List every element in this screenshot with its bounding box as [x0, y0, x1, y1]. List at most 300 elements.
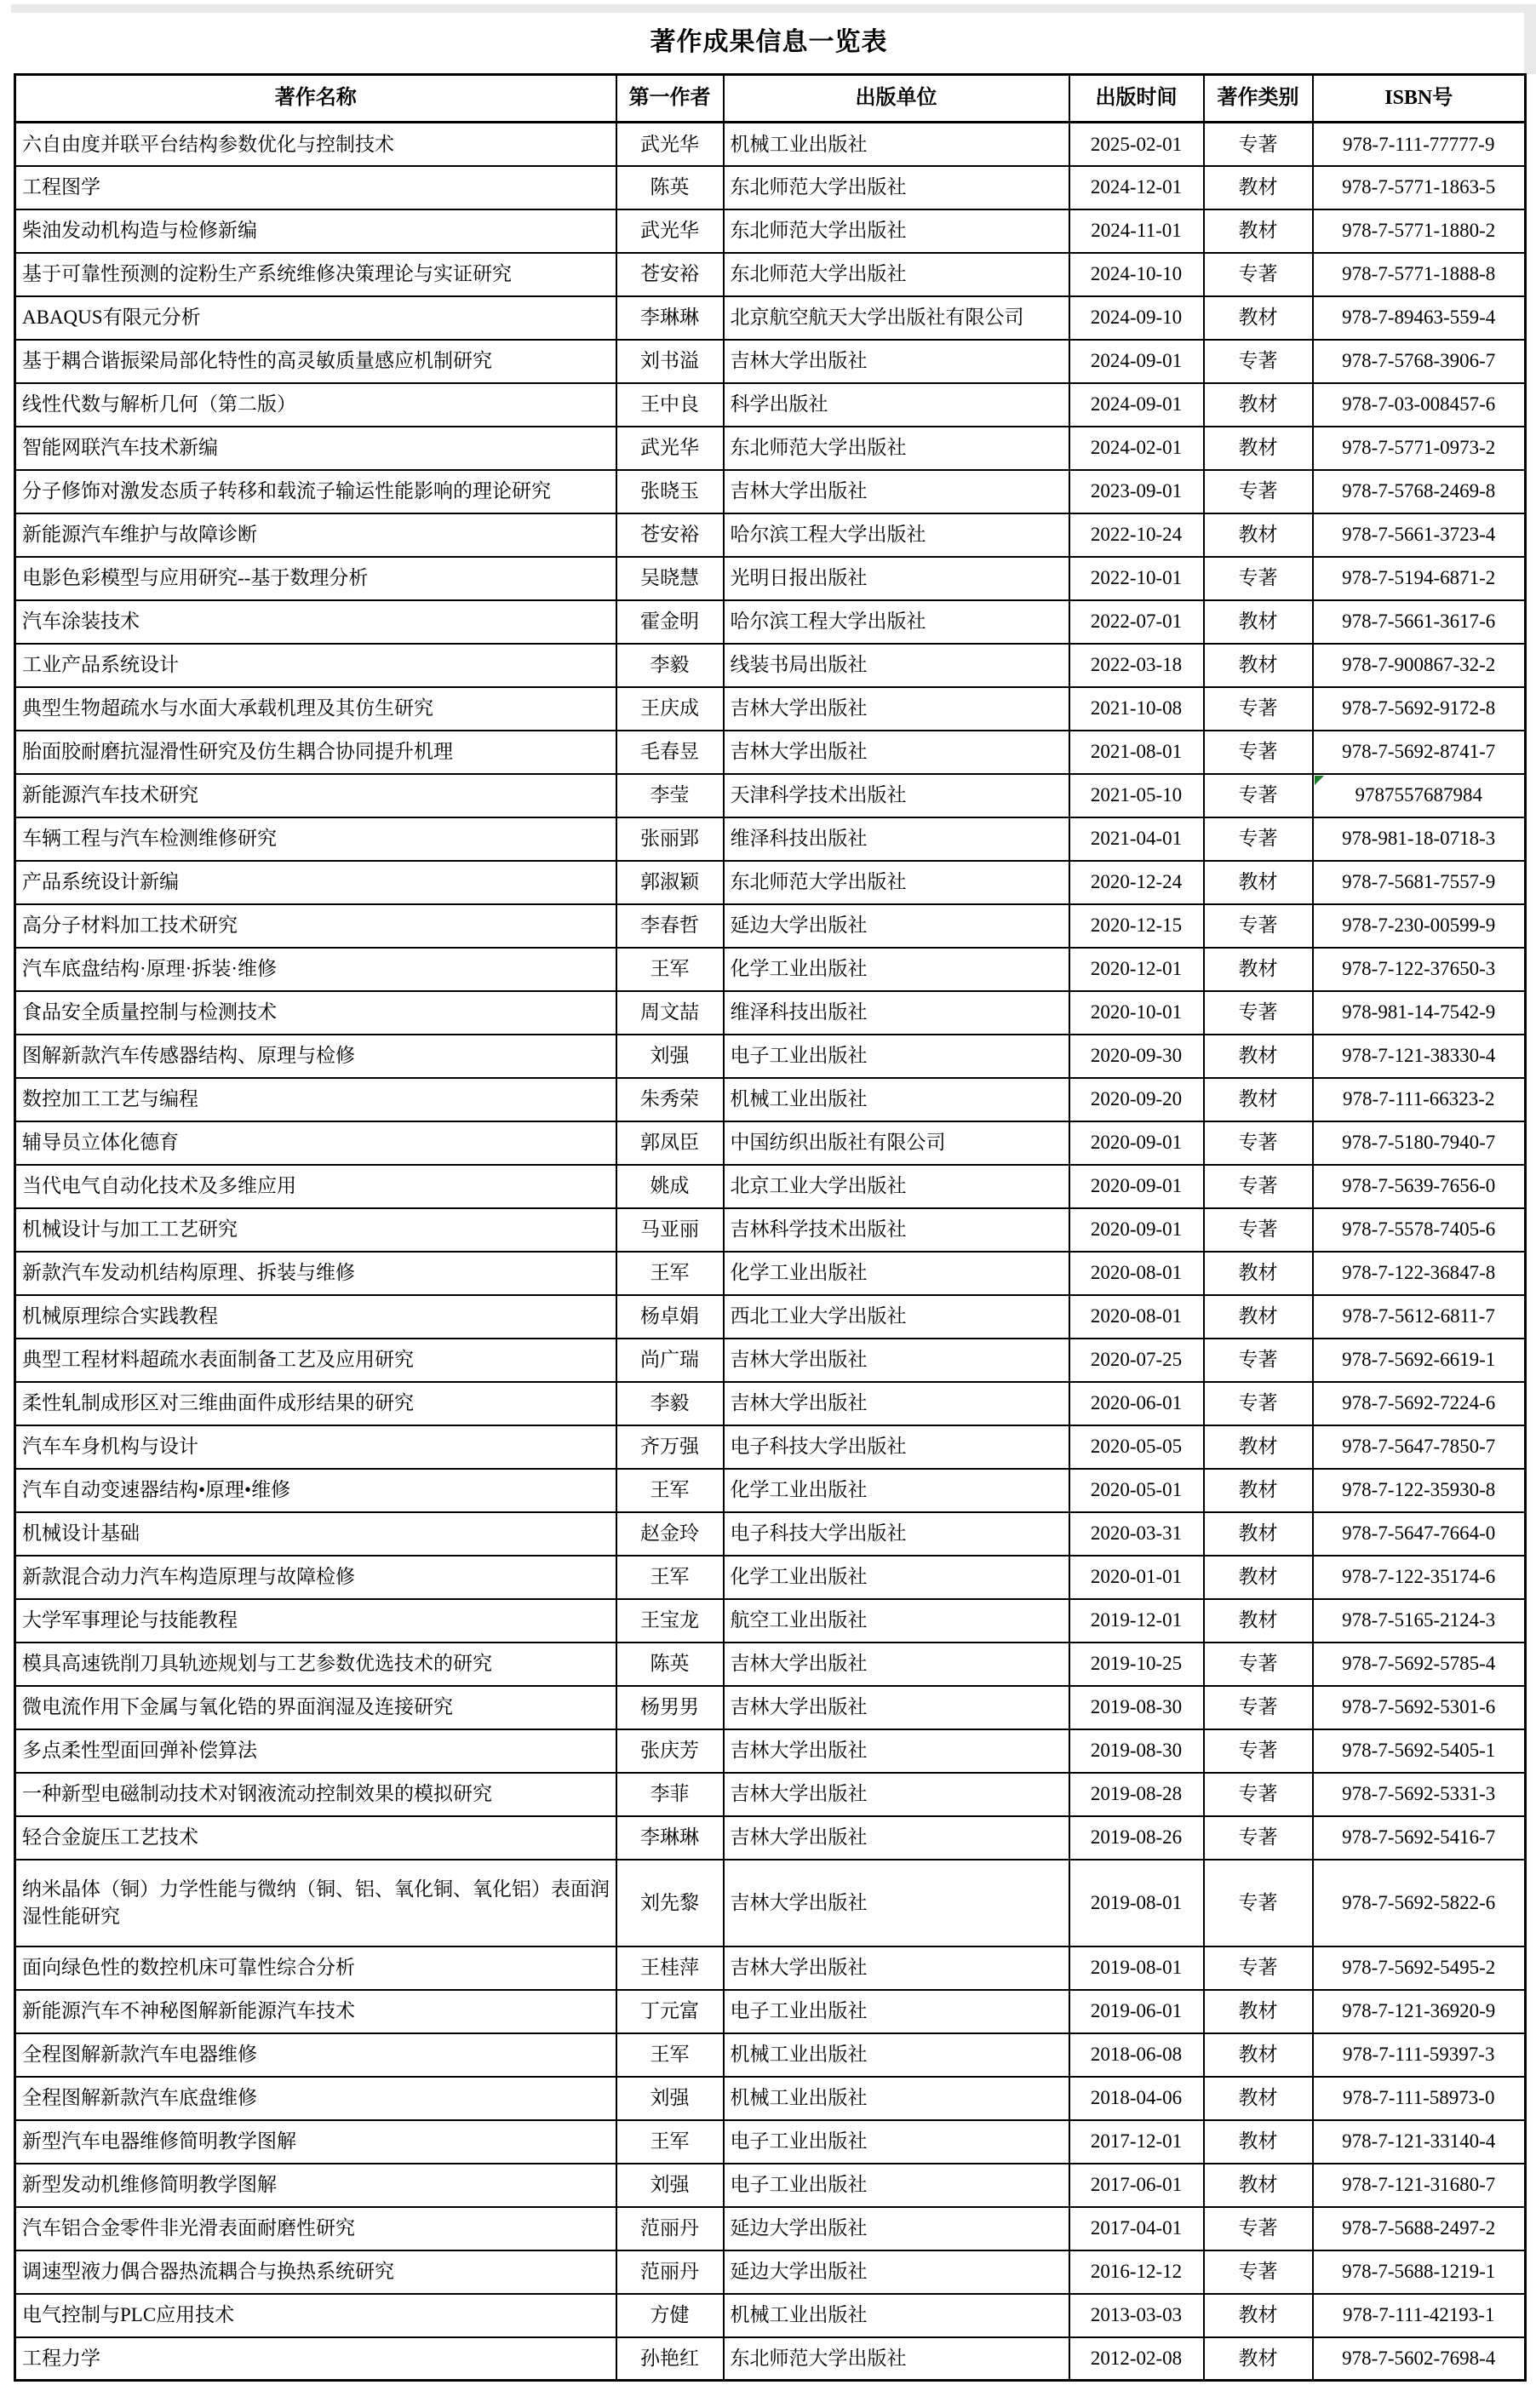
table-row [15, 2077, 1526, 2120]
table-row [15, 2120, 1526, 2164]
table-row [15, 817, 1526, 861]
table-row [15, 1512, 1526, 1556]
cell-publish-date: 2020-08-01 [1069, 1295, 1204, 1339]
cell-publish-date: 2019-10-25 [1069, 1643, 1204, 1686]
cell-publish-date: 2024-11-01 [1069, 209, 1204, 253]
cell-isbn: 978-7-5688-2497-2 [1313, 2207, 1526, 2250]
cell-isbn: 978-7-111-66323-2 [1313, 1078, 1526, 1121]
cell-publisher: 吉林大学出版社 [724, 470, 1069, 513]
cell-publish-date: 2020-09-01 [1069, 1121, 1204, 1165]
cell-isbn: 978-7-5692-8741-7 [1313, 731, 1526, 774]
cell-isbn: 978-7-5612-6811-7 [1313, 1295, 1526, 1339]
table-row [15, 1686, 1526, 1729]
cell-work-title: 图解新款汽车传感器结构、原理与检修 [15, 1035, 616, 1078]
cell-publish-date: 2025-02-01 [1069, 123, 1204, 166]
cell-category: 教材 [1204, 861, 1313, 904]
column-header-category: 著作类别 [1204, 75, 1313, 123]
cell-isbn: 978-7-5165-2124-3 [1313, 1599, 1526, 1643]
cell-first-author: 朱秀荣 [616, 1078, 724, 1121]
cell-publish-date: 2020-10-01 [1069, 991, 1204, 1035]
cell-publish-date: 2012-02-08 [1069, 2337, 1204, 2381]
cell-isbn: 978-7-5771-0973-2 [1313, 427, 1526, 470]
cell-first-author: 王军 [616, 1252, 724, 1295]
cell-publisher: 电子科技大学出版社 [724, 1425, 1069, 1469]
cell-isbn: 9787557687984 [1313, 774, 1526, 817]
cell-work-title: 柔性轧制成形区对三维曲面件成形结果的研究 [15, 1382, 616, 1425]
cell-isbn: 978-7-5771-1863-5 [1313, 166, 1526, 209]
cell-isbn: 978-7-121-33140-4 [1313, 2120, 1526, 2164]
cell-isbn: 978-7-5692-6619-1 [1313, 1339, 1526, 1382]
cell-work-title: 机械设计与加工工艺研究 [15, 1208, 616, 1252]
cell-first-author: 苍安裕 [616, 253, 724, 296]
cell-isbn: 978-7-5602-7698-4 [1313, 2337, 1526, 2381]
cell-publish-date: 2019-12-01 [1069, 1599, 1204, 1643]
table-row [15, 427, 1526, 470]
cell-category: 专著 [1204, 253, 1313, 296]
cell-publish-date: 2017-04-01 [1069, 2207, 1204, 2250]
table-row [15, 2033, 1526, 2077]
cell-work-title: 工程力学 [15, 2337, 616, 2381]
table-row [15, 731, 1526, 774]
cell-category: 教材 [1204, 1512, 1313, 1556]
cell-category: 专著 [1204, 1208, 1313, 1252]
cell-first-author: 李毅 [616, 1382, 724, 1425]
cell-first-author: 马亚丽 [616, 1208, 724, 1252]
cell-first-author: 苍安裕 [616, 513, 724, 557]
cell-isbn: 978-7-5768-2469-8 [1313, 470, 1526, 513]
cell-category: 专著 [1204, 1121, 1313, 1165]
cell-publish-date: 2019-08-01 [1069, 1860, 1204, 1946]
cell-publisher: 光明日报出版社 [724, 557, 1069, 600]
cell-first-author: 武光华 [616, 427, 724, 470]
table-row [15, 209, 1526, 253]
cell-publish-date: 2021-10-08 [1069, 687, 1204, 731]
cell-publisher: 电子科技大学出版社 [724, 1512, 1069, 1556]
cell-first-author: 王军 [616, 2120, 724, 2164]
cell-first-author: 杨男男 [616, 1686, 724, 1729]
table-row [15, 2250, 1526, 2294]
cell-publisher: 东北师范大学出版社 [724, 209, 1069, 253]
table-row [15, 1165, 1526, 1208]
table-row [15, 774, 1526, 817]
cell-publisher: 延边大学出版社 [724, 2207, 1069, 2250]
cell-publisher: 化学工业出版社 [724, 1252, 1069, 1295]
cell-category: 专著 [1204, 1686, 1313, 1729]
cell-category: 专著 [1204, 1816, 1313, 1860]
cell-publish-date: 2018-06-08 [1069, 2033, 1204, 2077]
cell-publish-date: 2016-12-12 [1069, 2250, 1204, 2294]
cell-publisher: 航空工业出版社 [724, 1599, 1069, 1643]
column-header-first-author: 第一作者 [616, 75, 724, 123]
cell-category: 专著 [1204, 1860, 1313, 1946]
cell-isbn: 978-7-111-77777-9 [1313, 123, 1526, 166]
cell-publish-date: 2017-12-01 [1069, 2120, 1204, 2164]
cell-first-author: 郭凤臣 [616, 1121, 724, 1165]
cell-category: 教材 [1204, 2033, 1313, 2077]
cell-isbn: 978-7-5647-7850-7 [1313, 1425, 1526, 1469]
cell-work-title: 微电流作用下金属与氧化锆的界面润湿及连接研究 [15, 1686, 616, 1729]
cell-publish-date: 2020-07-25 [1069, 1339, 1204, 1382]
cell-work-title: 当代电气自动化技术及多维应用 [15, 1165, 616, 1208]
cell-first-author: 刘强 [616, 1035, 724, 1078]
cell-isbn: 978-7-5771-1880-2 [1313, 209, 1526, 253]
cell-isbn: 978-7-5688-1219-1 [1313, 2250, 1526, 2294]
cell-publisher: 北京航空航天大学出版社有限公司 [724, 296, 1069, 340]
cell-isbn: 978-7-5692-5495-2 [1313, 1946, 1526, 1990]
cell-category: 教材 [1204, 1425, 1313, 1469]
cell-work-title: 机械原理综合实践教程 [15, 1295, 616, 1339]
cell-first-author: 李琳琳 [616, 1816, 724, 1860]
cell-isbn: 978-7-5681-7557-9 [1313, 861, 1526, 904]
cell-isbn: 978-7-122-37650-3 [1313, 948, 1526, 991]
table-row [15, 600, 1526, 644]
cell-work-title: 汽车涂装技术 [15, 600, 616, 644]
cell-category: 教材 [1204, 1556, 1313, 1599]
cell-publish-date: 2022-03-18 [1069, 644, 1204, 687]
cell-category: 专著 [1204, 1382, 1313, 1425]
cell-isbn: 978-7-122-36847-8 [1313, 1252, 1526, 1295]
cell-publisher: 吉林大学出版社 [724, 1816, 1069, 1860]
table-row [15, 861, 1526, 904]
cell-first-author: 周文喆 [616, 991, 724, 1035]
cell-category: 教材 [1204, 600, 1313, 644]
cell-category: 专著 [1204, 2250, 1313, 2294]
cell-category: 教材 [1204, 644, 1313, 687]
cell-isbn: 978-7-03-008457-6 [1313, 383, 1526, 427]
cell-publisher: 吉林大学出版社 [724, 1686, 1069, 1729]
cell-publisher: 东北师范大学出版社 [724, 427, 1069, 470]
column-header-publish-date: 出版时间 [1069, 75, 1204, 123]
cell-publish-date: 2023-09-01 [1069, 470, 1204, 513]
cell-publish-date: 2024-09-10 [1069, 296, 1204, 340]
cell-work-title: 大学军事理论与技能教程 [15, 1599, 616, 1643]
cell-category: 教材 [1204, 948, 1313, 991]
cell-category: 教材 [1204, 166, 1313, 209]
cell-isbn: 978-7-111-58973-0 [1313, 2077, 1526, 2120]
cell-category: 教材 [1204, 2337, 1313, 2381]
cell-publisher: 化学工业出版社 [724, 1469, 1069, 1512]
cell-isbn: 978-7-5578-7405-6 [1313, 1208, 1526, 1252]
cell-first-author: 张丽郢 [616, 817, 724, 861]
cell-isbn: 978-7-5768-3906-7 [1313, 340, 1526, 383]
cell-first-author: 陈英 [616, 166, 724, 209]
cell-first-author: 李琳琳 [616, 296, 724, 340]
cell-first-author: 杨卓娟 [616, 1295, 724, 1339]
cell-publish-date: 2020-03-31 [1069, 1512, 1204, 1556]
table-row [15, 1773, 1526, 1816]
cell-publish-date: 2021-04-01 [1069, 817, 1204, 861]
cell-publish-date: 2024-09-01 [1069, 340, 1204, 383]
cell-work-title: 电气控制与PLC应用技术 [15, 2294, 616, 2337]
column-header-publisher: 出版单位 [724, 75, 1069, 123]
cell-work-title: 食品安全质量控制与检测技术 [15, 991, 616, 1035]
cell-category: 教材 [1204, 1469, 1313, 1512]
cell-publish-date: 2019-08-30 [1069, 1729, 1204, 1773]
cell-isbn: 978-7-5692-5822-6 [1313, 1860, 1526, 1946]
cell-first-author: 武光华 [616, 123, 724, 166]
cell-publish-date: 2019-06-01 [1069, 1990, 1204, 2033]
cell-isbn: 978-7-5692-5405-1 [1313, 1729, 1526, 1773]
cell-publish-date: 2019-08-26 [1069, 1816, 1204, 1860]
cell-first-author: 孙艳红 [616, 2337, 724, 2381]
table-row [15, 253, 1526, 296]
table-row [15, 1860, 1526, 1946]
cell-category: 教材 [1204, 513, 1313, 557]
cell-isbn: 978-7-5180-7940-7 [1313, 1121, 1526, 1165]
cell-first-author: 王桂萍 [616, 1946, 724, 1990]
cell-publish-date: 2020-01-01 [1069, 1556, 1204, 1599]
cell-publisher: 延边大学出版社 [724, 904, 1069, 948]
cell-publish-date: 2020-12-01 [1069, 948, 1204, 991]
table-row [15, 1729, 1526, 1773]
cell-publisher: 吉林大学出版社 [724, 1773, 1069, 1816]
cell-publisher: 维泽科技出版社 [724, 817, 1069, 861]
cell-category: 教材 [1204, 2120, 1313, 2164]
cell-category: 教材 [1204, 2294, 1313, 2337]
cell-category: 教材 [1204, 296, 1313, 340]
cell-category: 专著 [1204, 731, 1313, 774]
page-edge-shadow-top [11, 4, 1536, 13]
cell-category: 教材 [1204, 2077, 1313, 2120]
cell-publish-date: 2020-09-20 [1069, 1078, 1204, 1121]
cell-work-title: 新能源汽车维护与故障诊断 [15, 513, 616, 557]
cell-first-author: 方健 [616, 2294, 724, 2337]
cell-first-author: 李菲 [616, 1773, 724, 1816]
cell-first-author: 刘先黎 [616, 1860, 724, 1946]
cell-first-author: 张庆芳 [616, 1729, 724, 1773]
cell-category: 专著 [1204, 904, 1313, 948]
cell-first-author: 吴晓慧 [616, 557, 724, 600]
cell-work-title: 基于耦合谐振梁局部化特性的高灵敏质量感应机制研究 [15, 340, 616, 383]
table-row [15, 1078, 1526, 1121]
cell-isbn: 978-7-5692-5301-6 [1313, 1686, 1526, 1729]
cell-category: 教材 [1204, 1078, 1313, 1121]
table-row [15, 904, 1526, 948]
cell-publisher: 机械工业出版社 [724, 2294, 1069, 2337]
cell-publisher: 哈尔滨工程大学出版社 [724, 513, 1069, 557]
cell-category: 教材 [1204, 427, 1313, 470]
cell-isbn: 978-7-5692-5416-7 [1313, 1816, 1526, 1860]
cell-work-title: 全程图解新款汽车电器维修 [15, 2033, 616, 2077]
cell-publish-date: 2020-05-01 [1069, 1469, 1204, 1512]
cell-publish-date: 2022-07-01 [1069, 600, 1204, 644]
cell-publisher: 维泽科技出版社 [724, 991, 1069, 1035]
cell-publish-date: 2020-09-01 [1069, 1165, 1204, 1208]
cell-publisher: 电子工业出版社 [724, 1990, 1069, 2033]
table-row [15, 1643, 1526, 1686]
cell-first-author: 王军 [616, 948, 724, 991]
column-header-isbn: ISBN号 [1313, 75, 1526, 123]
cell-publisher: 化学工业出版社 [724, 1556, 1069, 1599]
cell-publisher: 吉林大学出版社 [724, 1729, 1069, 1773]
page-edge-shadow-right [1524, 4, 1536, 74]
cell-isbn: 978-7-121-36920-9 [1313, 1990, 1526, 2033]
cell-publisher: 东北师范大学出版社 [724, 166, 1069, 209]
table-row [15, 340, 1526, 383]
cell-publisher: 哈尔滨工程大学出版社 [724, 600, 1069, 644]
cell-first-author: 霍金明 [616, 600, 724, 644]
cell-isbn: 978-7-900867-32-2 [1313, 644, 1526, 687]
cell-publisher: 吉林大学出版社 [724, 687, 1069, 731]
cell-publish-date: 2013-03-03 [1069, 2294, 1204, 2337]
cell-publisher: 吉林大学出版社 [724, 731, 1069, 774]
cell-category: 专著 [1204, 557, 1313, 600]
cell-publish-date: 2022-10-01 [1069, 557, 1204, 600]
cell-category: 专著 [1204, 470, 1313, 513]
cell-first-author: 陈英 [616, 1643, 724, 1686]
cell-work-title: 新款混合动力汽车构造原理与故障检修 [15, 1556, 616, 1599]
cell-publish-date: 2019-08-01 [1069, 1946, 1204, 1990]
green-triangle-icon [1315, 776, 1324, 785]
table-row [15, 470, 1526, 513]
cell-work-title: 分子修饰对激发态质子转移和载流子输运性能影响的理论研究 [15, 470, 616, 513]
cell-first-author: 范丽丹 [616, 2250, 724, 2294]
cell-publisher: 机械工业出版社 [724, 2033, 1069, 2077]
table-row [15, 2164, 1526, 2207]
table-row [15, 644, 1526, 687]
cell-work-title: 全程图解新款汽车底盘维修 [15, 2077, 616, 2120]
cell-work-title: 轻合金旋压工艺技术 [15, 1816, 616, 1860]
table-row [15, 513, 1526, 557]
cell-isbn: 978-7-111-42193-1 [1313, 2294, 1526, 2337]
cell-first-author: 王庆成 [616, 687, 724, 731]
cell-work-title: 车辆工程与汽车检测维修研究 [15, 817, 616, 861]
cell-publish-date: 2019-08-30 [1069, 1686, 1204, 1729]
cell-first-author: 王军 [616, 2033, 724, 2077]
cell-publisher: 化学工业出版社 [724, 948, 1069, 991]
cell-publish-date: 2018-04-06 [1069, 2077, 1204, 2120]
cell-publish-date: 2021-08-01 [1069, 731, 1204, 774]
cell-work-title: 多点柔性型面回弹补偿算法 [15, 1729, 616, 1773]
cell-publisher: 吉林大学出版社 [724, 1643, 1069, 1686]
table-row [15, 1599, 1526, 1643]
cell-first-author: 丁元富 [616, 1990, 724, 2033]
cell-work-title: 一种新型电磁制动技术对钢液流动控制效果的模拟研究 [15, 1773, 616, 1816]
cell-category: 专著 [1204, 687, 1313, 731]
cell-isbn: 978-7-5661-3723-4 [1313, 513, 1526, 557]
cell-category: 专著 [1204, 1165, 1313, 1208]
cell-isbn: 978-7-5639-7656-0 [1313, 1165, 1526, 1208]
cell-work-title: 线性代数与解析几何（第二版） [15, 383, 616, 427]
cell-first-author: 武光华 [616, 209, 724, 253]
cell-work-title: 典型工程材料超疏水表面制备工艺及应用研究 [15, 1339, 616, 1382]
table-row [15, 948, 1526, 991]
cell-first-author: 李莹 [616, 774, 724, 817]
table-row [15, 1121, 1526, 1165]
cell-work-title: 机械设计基础 [15, 1512, 616, 1556]
cell-category: 教材 [1204, 1599, 1313, 1643]
cell-first-author: 刘强 [616, 2077, 724, 2120]
table-row [15, 1252, 1526, 1295]
cell-first-author: 刘书溢 [616, 340, 724, 383]
cell-publish-date: 2024-10-10 [1069, 253, 1204, 296]
cell-publisher: 机械工业出版社 [724, 2077, 1069, 2120]
table-row [15, 166, 1526, 209]
cell-first-author: 李春哲 [616, 904, 724, 948]
cell-publisher: 电子工业出版社 [724, 1035, 1069, 1078]
cell-publisher: 电子工业出版社 [724, 2164, 1069, 2207]
cell-work-title: 汽车底盘结构·原理·拆装·维修 [15, 948, 616, 991]
cell-first-author: 毛春昱 [616, 731, 724, 774]
cell-publish-date: 2022-10-24 [1069, 513, 1204, 557]
cell-publisher: 吉林大学出版社 [724, 1860, 1069, 1946]
cell-first-author: 王军 [616, 1556, 724, 1599]
cell-work-title: 汽车车身机构与设计 [15, 1425, 616, 1469]
cell-category: 专著 [1204, 340, 1313, 383]
table-row [15, 1339, 1526, 1382]
table-row [15, 1208, 1526, 1252]
cell-publish-date: 2024-02-01 [1069, 427, 1204, 470]
cell-isbn: 978-7-5771-1888-8 [1313, 253, 1526, 296]
works-table [14, 73, 1527, 2382]
cell-isbn: 978-7-5692-5785-4 [1313, 1643, 1526, 1686]
cell-publisher: 吉林大学出版社 [724, 1339, 1069, 1382]
cell-isbn: 978-981-14-7542-9 [1313, 991, 1526, 1035]
cell-work-title: 数控加工工艺与编程 [15, 1078, 616, 1121]
table-row [15, 1035, 1526, 1078]
page-title: 著作成果信息一览表 [650, 28, 888, 56]
cell-isbn: 978-7-5692-5331-3 [1313, 1773, 1526, 1816]
cell-work-title: 新型汽车电器维修简明教学图解 [15, 2120, 616, 2164]
table-row [15, 2207, 1526, 2250]
table-row [15, 2337, 1526, 2381]
cell-publisher: 电子工业出版社 [724, 2120, 1069, 2164]
cell-first-author: 赵金玲 [616, 1512, 724, 1556]
cell-work-title: 新能源汽车不神秘图解新能源汽车技术 [15, 1990, 616, 2033]
cell-publisher: 机械工业出版社 [724, 1078, 1069, 1121]
cell-category: 专著 [1204, 2207, 1313, 2250]
cell-first-author: 王宝龙 [616, 1599, 724, 1643]
cell-publish-date: 2020-06-01 [1069, 1382, 1204, 1425]
cell-category: 教材 [1204, 2164, 1313, 2207]
table-row [15, 123, 1526, 166]
cell-isbn: 978-7-111-59397-3 [1313, 2033, 1526, 2077]
cell-isbn: 978-7-5692-9172-8 [1313, 687, 1526, 731]
table-row [15, 1816, 1526, 1860]
cell-work-title: 汽车自动变速器结构•原理•维修 [15, 1469, 616, 1512]
cell-category: 专著 [1204, 817, 1313, 861]
cell-category: 教材 [1204, 1252, 1313, 1295]
table-row [15, 991, 1526, 1035]
table-row [15, 557, 1526, 600]
cell-publish-date: 2020-12-15 [1069, 904, 1204, 948]
cell-publish-date: 2020-12-24 [1069, 861, 1204, 904]
cell-work-title: 新能源汽车技术研究 [15, 774, 616, 817]
cell-publish-date: 2019-08-28 [1069, 1773, 1204, 1816]
cell-category: 专著 [1204, 774, 1313, 817]
cell-publisher: 机械工业出版社 [724, 123, 1069, 166]
cell-category: 专著 [1204, 1729, 1313, 1773]
table-row [15, 1990, 1526, 2033]
cell-publisher: 北京工业大学出版社 [724, 1165, 1069, 1208]
cell-isbn: 978-981-18-0718-3 [1313, 817, 1526, 861]
cell-publisher: 天津科学技术出版社 [724, 774, 1069, 817]
cell-publish-date: 2020-08-01 [1069, 1252, 1204, 1295]
cell-publish-date: 2021-05-10 [1069, 774, 1204, 817]
cell-work-title: 工业产品系统设计 [15, 644, 616, 687]
table-row [15, 1946, 1526, 1990]
table-row [15, 687, 1526, 731]
cell-work-title: 新款汽车发动机结构原理、拆装与维修 [15, 1252, 616, 1295]
cell-publisher: 东北师范大学出版社 [724, 253, 1069, 296]
cell-category: 专著 [1204, 1773, 1313, 1816]
cell-work-title: 电影色彩模型与应用研究--基于数理分析 [15, 557, 616, 600]
cell-publisher: 科学出版社 [724, 383, 1069, 427]
cell-work-title: 产品系统设计新编 [15, 861, 616, 904]
cell-isbn: 978-7-121-38330-4 [1313, 1035, 1526, 1078]
cell-isbn: 978-7-122-35930-8 [1313, 1469, 1526, 1512]
cell-isbn: 978-7-230-00599-9 [1313, 904, 1526, 948]
